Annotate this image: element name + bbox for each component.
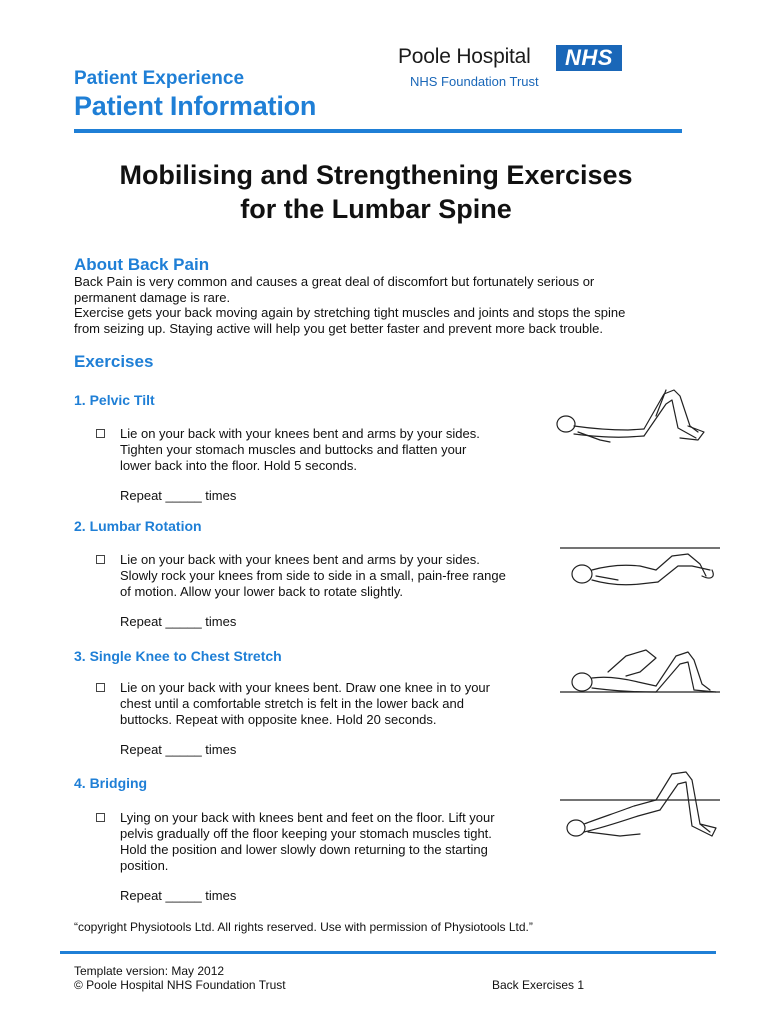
copyright-notice: “copyright Physiotools Ltd. All rights reserved. Use with permission of Physiotools Ltd.” xyxy=(74,920,533,934)
checkbox-icon xyxy=(96,555,105,564)
exercise-3-line-2: chest until a comfortable stretch is felt in the lower back and xyxy=(120,696,464,711)
lumbar-rotation-figure xyxy=(560,536,720,600)
exercise-1-line-2: Tighten your stomach muscles and buttocks and flatten your xyxy=(120,442,467,457)
exercise-4-repeat: Repeat _____ times xyxy=(120,888,237,903)
logo-hospital-name: Poole Hospital xyxy=(398,45,531,68)
exercise-4-heading: 4. Bridging xyxy=(74,775,148,791)
footer-divider xyxy=(60,951,716,954)
exercise-2-repeat: Repeat _____ times xyxy=(120,614,237,629)
exercise-4-line-2: pelvis gradually off the floor keeping your stomach muscles tight. xyxy=(120,826,492,841)
header-divider xyxy=(74,129,682,133)
exercise-1-heading: 1. Pelvic Tilt xyxy=(74,392,155,408)
exercise-3-heading: 3. Single Knee to Chest Stretch xyxy=(74,648,282,664)
exercise-2-heading: 2. Lumbar Rotation xyxy=(74,518,202,534)
section-kicker: Patient Experience xyxy=(74,68,245,89)
bridging-figure xyxy=(560,766,720,842)
about-heading: About Back Pain xyxy=(74,255,210,274)
knee-to-chest-figure xyxy=(560,642,720,706)
checkbox-icon xyxy=(96,683,105,692)
exercise-1-instruction xyxy=(96,426,536,474)
checkbox-icon xyxy=(96,429,105,438)
about-line-3: Exercise gets your back moving again by stretching tight muscles and joints and stops the spine xyxy=(74,305,626,320)
footer-trust: © Poole Hospital NHS Foundation Trust xyxy=(74,978,286,992)
exercise-1-repeat: Repeat _____ times xyxy=(120,488,237,503)
exercise-4-line-1: Lying on your back with knees bent and feet on the floor. Lift your xyxy=(120,810,495,825)
exercise-3-repeat: Repeat _____ times xyxy=(120,742,237,757)
exercise-3-line-1: Lie on your back with your knees bent. Draw one knee in to your xyxy=(120,680,490,695)
hospital-logo xyxy=(398,45,628,89)
exercise-4-instruction xyxy=(96,810,536,874)
logo-trust-name: NHS Foundation Trust xyxy=(410,74,539,89)
about-line-1: Back Pain is very common and causes a great deal of discomfort but fortunately serious or xyxy=(74,274,595,289)
about-paragraph xyxy=(74,274,694,336)
title-line-2: for the Lumbar Spine xyxy=(240,194,512,224)
exercise-1-line-3: lower back into the floor. Hold 5 seconds. xyxy=(120,458,358,473)
page-subtitle: Patient Information xyxy=(74,91,317,121)
exercise-3-instruction xyxy=(96,680,536,728)
nhs-logo-badge: NHS xyxy=(556,45,622,71)
template-version: Template version: May 2012 xyxy=(74,964,225,978)
about-line-2: permanent damage is rare. xyxy=(74,289,231,305)
exercise-3-line-3: buttocks. Repeat with opposite knee. Hold 20 seconds. xyxy=(120,712,437,727)
about-line-4: from seizing up. Staying active will help you get better faster and prevent more back trouble. xyxy=(74,320,603,336)
checkbox-icon xyxy=(96,813,105,822)
exercise-4-line-4: position. xyxy=(120,858,169,873)
exercise-2-line-2: Slowly rock your knees from side to side in a small, pain-free range xyxy=(120,568,506,583)
exercise-2-line-1: Lie on your back with your knees bent and arms by your sides. xyxy=(120,552,480,567)
footer-page-label: Back Exercises 1 xyxy=(492,978,585,992)
exercises-heading: Exercises xyxy=(74,352,154,371)
exercise-2-instruction xyxy=(96,552,536,600)
page-title xyxy=(60,158,692,226)
exercise-4-line-3: Hold the position and lower slowly down returning to the starting xyxy=(120,842,488,857)
exercise-2-line-3: of motion. Allow your lower back to rotate slightly. xyxy=(120,584,403,599)
exercise-1-line-1: Lie on your back with your knees bent and arms by your sides. xyxy=(120,426,480,441)
title-line-1: Mobilising and Strengthening Exercises xyxy=(119,160,633,190)
pelvic-tilt-figure xyxy=(548,382,710,450)
